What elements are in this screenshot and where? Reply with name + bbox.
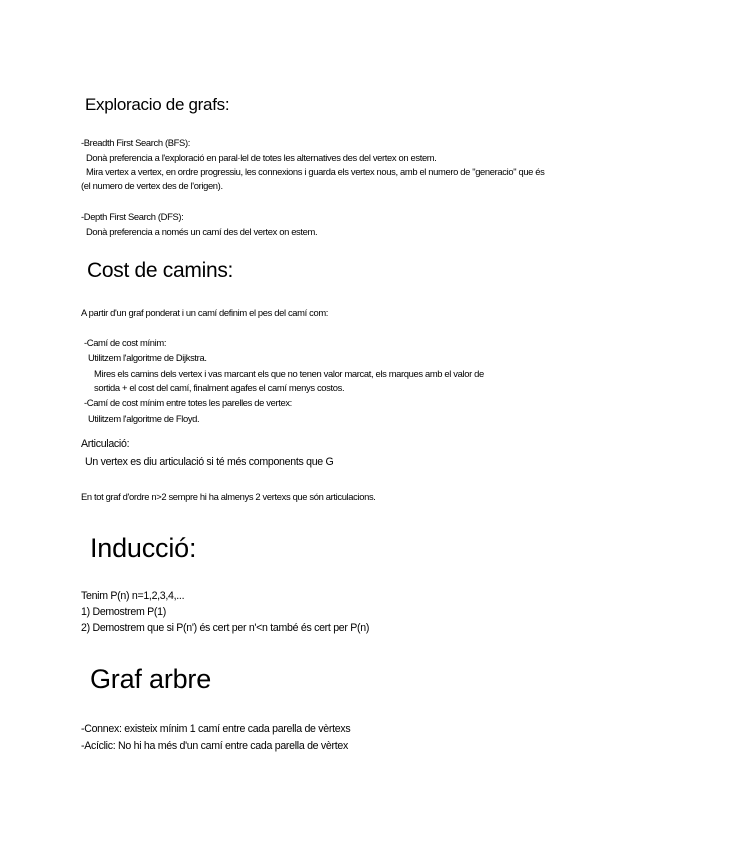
min-cost-line: Mires els camins dels vertex i vas marcant els que no tenen valor marcat, els marques amb el valor de	[94, 368, 484, 379]
articulacio-title: Articulació:	[81, 438, 130, 450]
bfs-line: Mira vertex a vertex, en ordre progressiu, les connexions i guarda els vertex nous, amb el numero de "generacio" que és	[86, 166, 545, 177]
dfs-line: Donà preferencia a només un camí des del vertex on estem.	[86, 226, 318, 237]
arbre-line: -Connex: existeix mínim 1 camí entre cada parella de vèrtexs	[81, 723, 351, 735]
heading-exploracio: Exploracio de grafs:	[85, 95, 230, 114]
induccio-line: Tenim P(n) n=1,2,3,4,...	[81, 590, 185, 602]
heading-cost-camins: Cost de camins:	[87, 259, 234, 282]
articulacio-line: Un vertex es diu articulació si té més components que G	[85, 456, 334, 468]
cost-intro: A partir d'un graf ponderat i un camí definim el pes del camí com:	[81, 307, 329, 318]
heading-induccio: Inducció:	[90, 533, 197, 563]
articulacio-line: En tot graf d'ordre n>2 sempre hi ha almenys 2 vertexs que són articulacions.	[81, 491, 376, 502]
dfs-title: -Depth First Search (DFS):	[81, 211, 184, 222]
induccio-line: 2) Demostrem que si P(n') és cert per n'<n també és cert per P(n)	[81, 622, 370, 634]
induccio-line: 1) Demostrem P(1)	[81, 606, 166, 618]
heading-graf-arbre: Graf arbre	[90, 664, 212, 694]
all-pairs-title: -Camí de cost mínim entre totes les parelles de vertex:	[84, 397, 292, 408]
min-cost-line: Utilitzem l'algoritme de Dijkstra.	[88, 352, 207, 363]
all-pairs-line: Utilitzem l'algoritme de Floyd.	[88, 413, 200, 424]
bfs-title: -Breadth First Search (BFS):	[81, 137, 190, 148]
bfs-line: Donà preferencia a l'exploració en paral·lel de totes les alternatives des del vertex on estem.	[86, 152, 437, 163]
min-cost-title: -Camí de cost mínim:	[84, 337, 167, 348]
arbre-line: -Acíclic: No hi ha més d'un camí entre cada parella de vèrtex	[81, 740, 348, 752]
min-cost-line: sortida + el cost del camí, finalment agafes el camí menys costos.	[94, 382, 345, 393]
bfs-line: (el numero de vertex des de l'origen).	[81, 180, 223, 191]
